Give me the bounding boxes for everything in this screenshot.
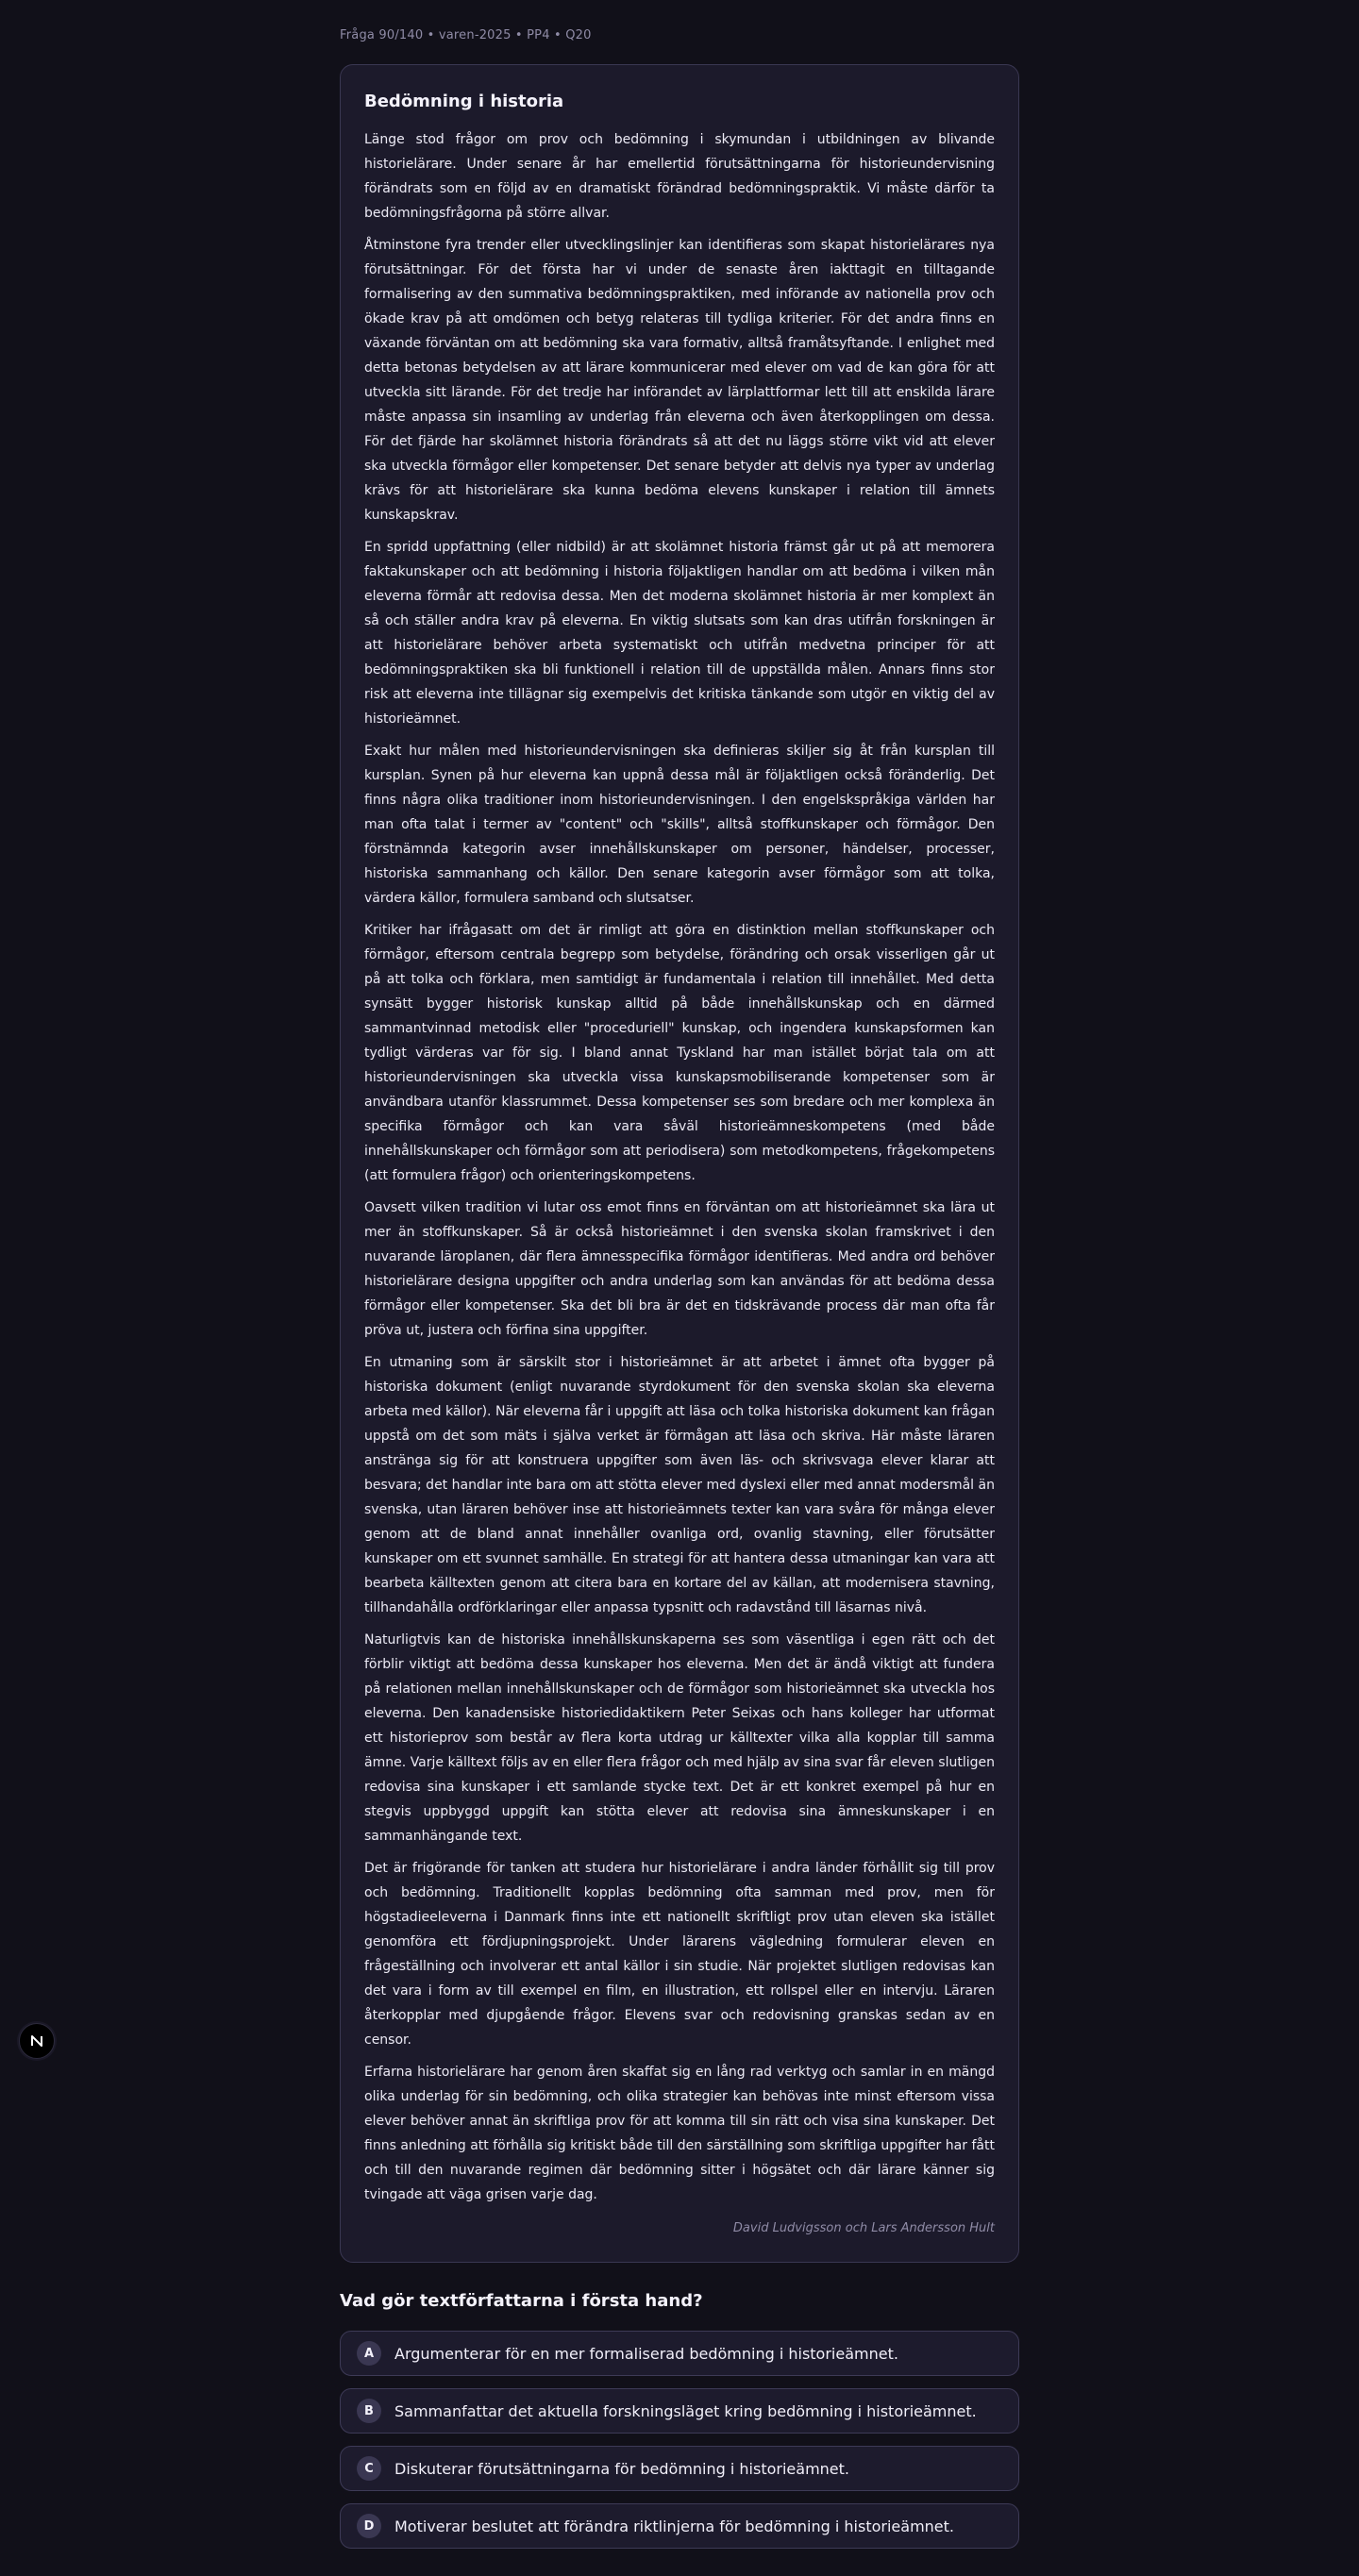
question-breadcrumb: Fråga 90/140 • varen-2025 • PP4 • Q20 [340,28,592,42]
passage-paragraph: Erfarna historielärare har genom åren skaffat sig en lång rad verktyg och samlar in en mängd olika underlag för sin bedömning, och olika strategier kan behövas inte minst eftersom vissa elever behöver annat än skriftliga prov för att komma till sin rätt och visa sina kunskaper. Det finns anledning att förhålla sig kritiskt både till den särställning som skriftliga uppgifter har fått och till den nuvarande regimen där bedömning sitter i högsätet och där lärare känner sig tvingade att väga grisen varje dag. [364,2065,995,2202]
passage-paragraph: Kritiker har ifrågasatt om det är rimligt att göra en distinktion mellan stoffkunskaper och förmågor, eftersom centrala begrepp som betydelse, förändring och orsak visserligen går ut på att tolka och förklara, men samtidigt är fundamentala i relation till innehållet. Med detta synsätt bygger historisk kunskap alltid på både innehållskunskap och en därmed sammantvinnad metodisk eller "proceduriell" kunskap, och ingendera kunskapsformen kan tydligt värderas var för sig. I bland annat Tyskland har man istället börjat tala om att historieundervisningen ska utveckla vissa kunskapsmobiliserande kompetenser som är användbara utanför klassrummet. Dessa kompetenser ses som bredare och mer komplexa än specifika förmågor och kan vara såväl historieämneskompetens (med både innehållskunskaper och förmågor som att periodisera) som metodkompetens, frågekompetens (att formulera frågor) och orienteringskompetens. [364,923,995,1183]
option-letter-badge: B [357,2399,381,2423]
option-text: Diskuterar förutsättningarna för bedömning i historieämnet. [394,2459,849,2478]
reading-passage-card [340,64,1019,2263]
answer-options [340,2331,1019,2549]
option-text: Argumenterar för en mer formaliserad bedömning i historieämnet. [394,2344,898,2363]
passage-title: Bedömning i historia [364,92,564,111]
passage-paragraph: Naturligtvis kan de historiska innehållskunskaperna ses som väsentliga i egen rätt och det förblir viktigt att bedöma dessa kunskaper hos eleverna. Men det är ändå viktigt att fundera på relationen mellan innehållskunskaper och de förmågor som historieämnet ska utveckla hos eleverna. Den kanadensiske historiedidaktikern Peter Seixas och hans kolleger har utformat ett historieprov som består av flera korta utdrag ur källtexter vilka alla kopplar till samma ämne. Varje källtext följs av en eller flera frågor och med hjälp av sina svar får eleven slutligen redovisa sina kunskaper i ett samlande stycke text. Det är ett konkret exempel på hur en stegvis uppbyggd uppgift kan stötta elever att redovisa sina ämneskunskaper i en sammanhängande text. [364,1632,995,1844]
answer-option-b[interactable] [340,2388,1019,2434]
passage-paragraph: Åtminstone fyra trender eller utvecklingslinjer kan identifieras som skapat historielärares nya förutsättningar. För det första har vi under de senaste åren iakttagit en tilltagande formalisering av den summativa bedömningspraktiken, med införande av nationella prov och ökade krav på att omdömen och betyg relateras till tydliga kriterier. För det andra finns en växande förväntan om att bedömning ska vara formativ, alltså framåtsyftande. I enlighet med detta betonas betydelsen av att lärare kommunicerar med elever om vad de kan göra för att utveckla sitt lärande. För det tredje har införandet av lärplattformar lett till att enskilda lärare måste anpassa sin insamling av underlag från eleverna och även återkopplingen om dessa. För det fjärde har skolämnet historia förändrats så att det nu läggs större vikt vid att elever ska utveckla förmågor eller kompetenser. Det senare betyder att delvis nya typer av underlag krävs för att historielärare ska kunna bedöma elevens kunskaper i relation till ämnets kunskapskrav. [364,238,995,523]
option-letter-badge: A [357,2341,381,2366]
option-letter-badge: D [357,2514,381,2538]
answer-option-c[interactable] [340,2446,1019,2491]
passage-paragraph: Oavsett vilken tradition vi lutar oss emot finns en förväntan om att historieämnet ska lära ut mer än stoffkunskaper. Så är också historieämnet i den svenska skolan framskrivet i den nuvarande läroplanen, där flera ämnesspecifika förmågor identifieras. Med andra ord behöver historielärare designa uppgifter och andra underlag som kan användas för att bedöma dessa förmågor eller kompetenser. Ska det bli bra är det en tidskrävande process där man ofta får pröva ut, justera och förfina sina uppgifter. [364,1200,995,1338]
passage-author: David Ludvigsson och Lars Andersson Hult [732,2221,995,2235]
next-logo-glyph [27,2032,46,2050]
passage-paragraph: En utmaning som är särskilt stor i historieämnet är att arbetet i ämnet ofta bygger på historiska dokument (enligt nuvarande styrdokument för den svenska skolan ska eleverna arbeta med källor). När eleverna får i uppgift att läsa och tolka historiska dokument kan frågan uppstå om det som mäts i själva verket är förmågan att läsa och skriva. Här måste läraren anstränga sig för att konstruera uppgifter som även läs- och skrivsvaga elever klarar att besvara; det handlar inte bara om att stötta elever med dyslexi eller med annat modersmål än svenska, utan läraren behöver inse att historieämnets texter kan vara svåra för många elever genom att de bland annat innehåller ovanliga ord, ovanlig stavning, eller förutsätter kunskaper om ett svunnet samhälle. En strategi för att hantera dessa utmaningar kan vara att bearbeta källtexten genom att citera bara en kortare del av källan, att modernisera stavning, tillhandahålla ordförklaringar eller anpassa typsnitt och radavstånd till läsarnas nivå. [364,1355,995,1615]
next-logo-icon[interactable] [19,2023,55,2059]
option-text: Sammanfattar det aktuella forskningsläget kring bedömning i historieämnet. [394,2401,977,2420]
main-content [340,0,1019,2561]
answer-option-a[interactable] [340,2331,1019,2376]
option-letter-badge: C [357,2456,381,2481]
passage-paragraph: Länge stod frågor om prov och bedömning i skymundan i utbildningen av blivande historielärare. Under senare år har emellertid förutsättningarna för historieundervisning förändrats som en följd av en dramatiskt förändrad bedömningspraktik. Vi måste därför ta bedömningsfrågorna på större allvar. [364,132,995,221]
passage-paragraph: Exakt hur målen med historieundervisningen ska definieras skiljer sig åt från kursplan till kursplan. Synen på hur eleverna kan uppnå dessa mål är följaktligen också föränderlig. Det finns några olika traditioner inom historieundervisningen. I den engelskspråkiga världen har man ofta talat i termer av "content" och "skills", alltså stoffkunskaper och förmågor. Den förstnämnda kategorin avser innehållskunskaper om personer, händelser, processer, historiska sammanhang och källor. Den senare kategorin avser förmågor som att tolka, värdera källor, formulera samband och slutsatser. [364,744,995,906]
passage-paragraph: En spridd uppfattning (eller nidbild) är att skolämnet historia främst går ut på att memorera faktakunskaper och att bedömning i historia följaktligen handlar om att bedöma i vilken mån eleverna förmår att redovisa dessa. Men det moderna skolämnet historia är mer komplext än så och ställer andra krav på eleverna. En viktig slutsats som kan dras utifrån forskningen är att historielärare behöver arbeta systematiskt och utifrån medvetna principer för att bedömningspraktiken ska bli funktionell i relation till de uppställda målen. Annars finns stor risk att eleverna inte tillägnar sig exempelvis det kritiska tänkande som utgör en viktig del av historieämnet. [364,540,995,727]
option-text: Motiverar beslutet att förändra riktlinjerna för bedömning i historieämnet. [394,2517,954,2535]
passage-paragraph: Det är frigörande för tanken att studera hur historielärare i andra länder förhållit sig till prov och bedömning. Traditionellt kopplas bedömning ofta samman med prov, men för högstadieeleverna i Danmark finns inte ett nationellt skriftligt prov utan eleven ska istället genomföra ett fördjupningsprojekt. Under lärarens vägledning formulerar eleven en frågeställning och involverar ett antal källor i sin studie. När projektet slutligen redovisas kan det vara i form av till exempel en film, en illustration, ett rollspel eller en intervju. Läraren återkopplar med djupgående frågor. Elevens svar och redovisning granskas sedan av en censor. [364,1861,995,2048]
question-prompt: Vad gör textförfattarna i första hand? [340,2291,703,2311]
answer-option-d[interactable] [340,2503,1019,2549]
